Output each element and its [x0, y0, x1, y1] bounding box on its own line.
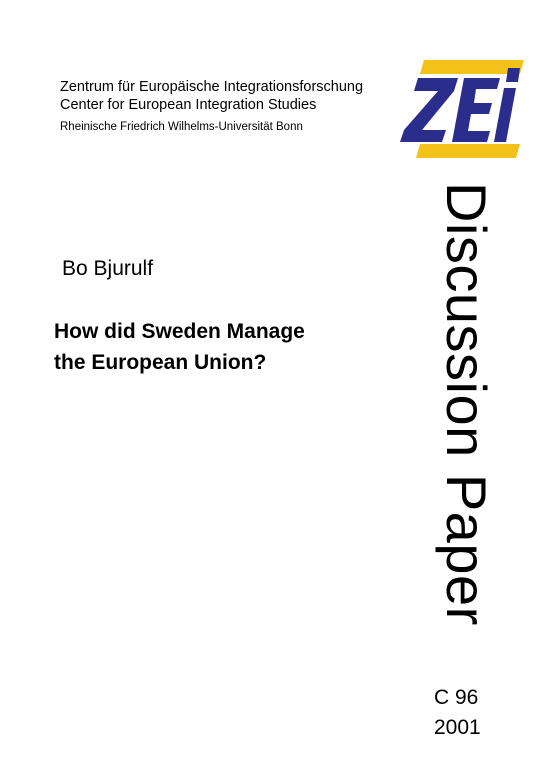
paper-number: C 96 [434, 686, 479, 709]
institution-name-german: Zentrum für Europäische Integrationsforschung [60, 79, 364, 95]
zei-logo [396, 60, 524, 160]
author-name: Bo Bjurulf [62, 257, 154, 280]
title-line-2: the European Union? [54, 351, 267, 374]
title-line-1: How did Sweden Manage [54, 320, 305, 343]
university-name: Rheinische Friedrich Wilhelms-Universität Bonn [60, 121, 303, 133]
publication-year: 2001 [434, 716, 481, 739]
series-label: Discussion Paper [435, 182, 498, 626]
paper-title [54, 316, 305, 378]
paper-number-block [434, 683, 481, 743]
institution-block [60, 78, 363, 135]
institution-name-english: Center for European Integration Studies [60, 97, 317, 113]
